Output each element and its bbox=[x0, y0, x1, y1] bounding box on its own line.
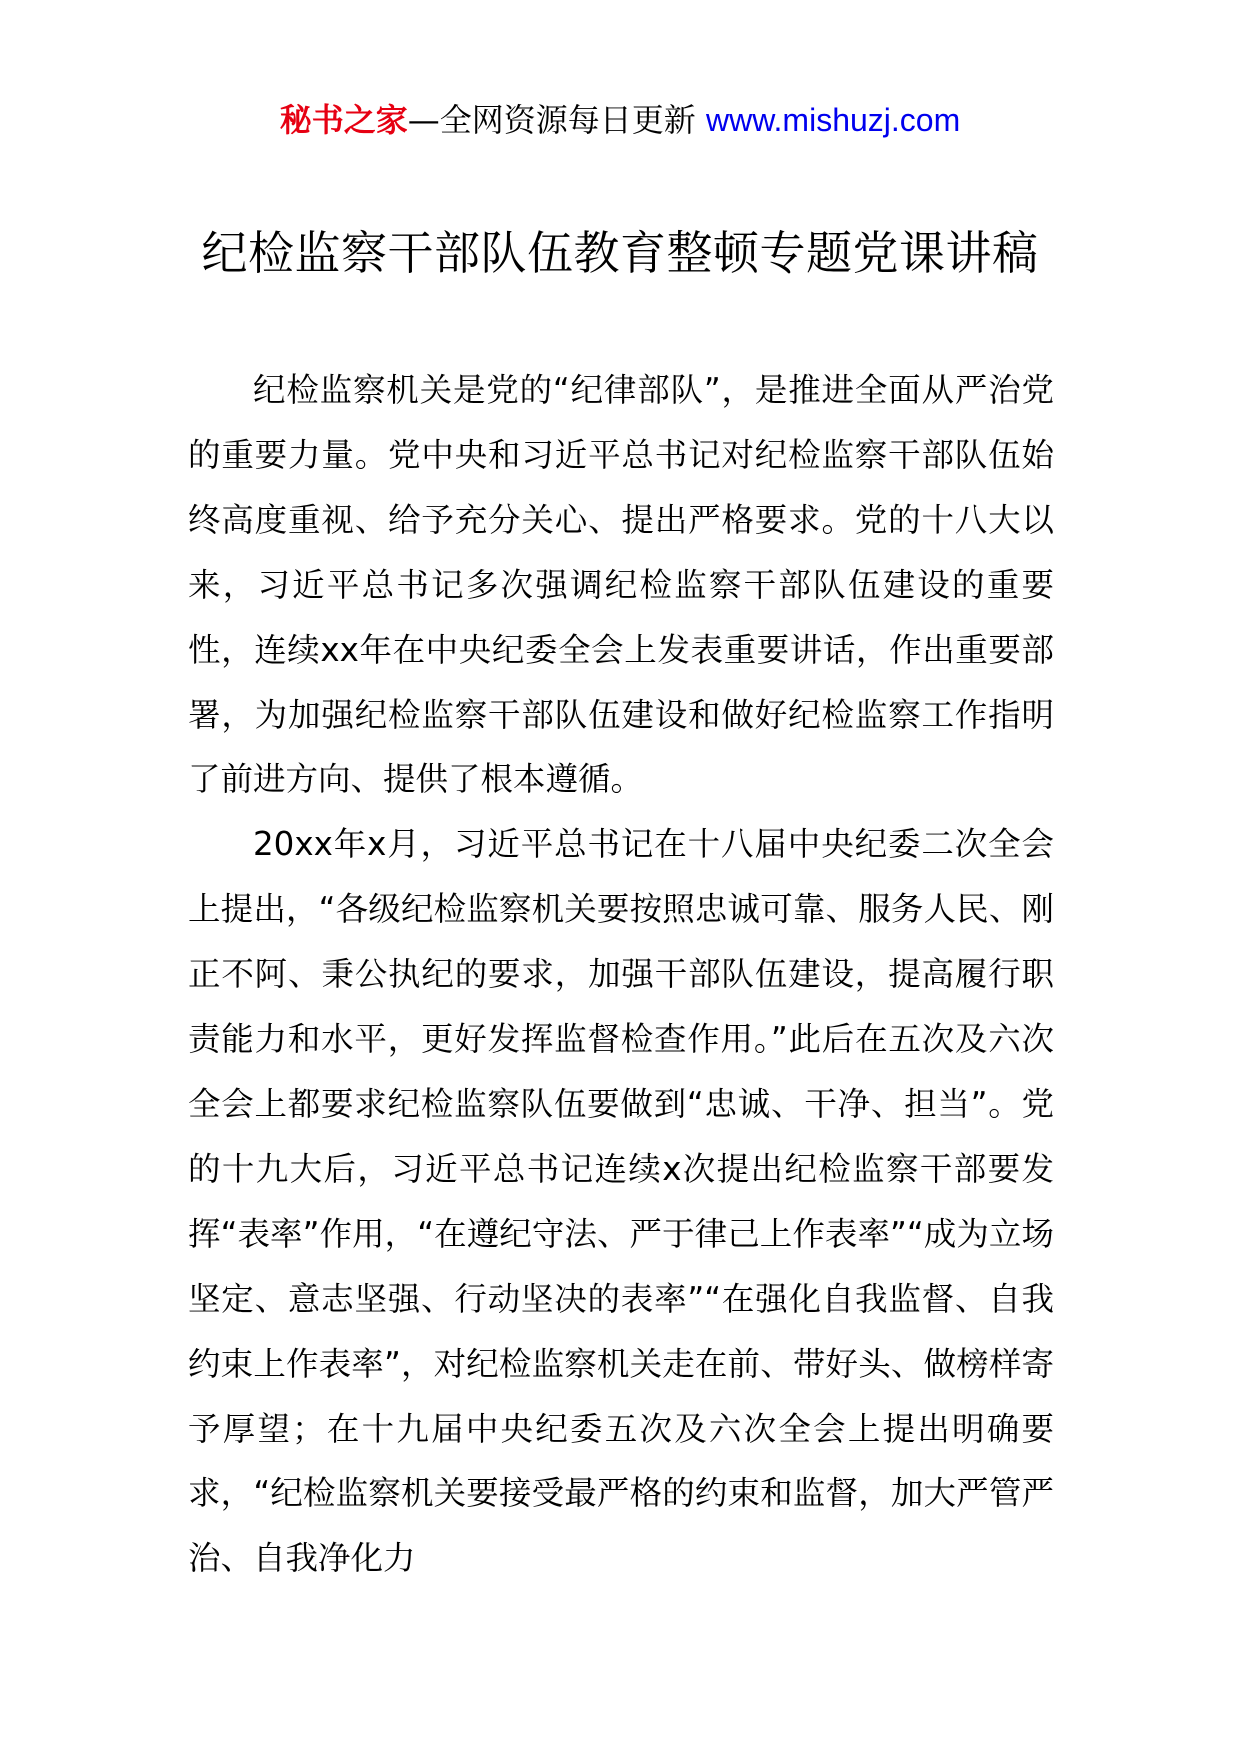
site-url-link[interactable]: www.mishuzj.com bbox=[705, 102, 961, 138]
document-title: 纪检监察干部队伍教育整顿专题党课讲稿 bbox=[201, 226, 1039, 280]
paragraph-2: 20xx年x月，习近平总书记在十八届中央纪委二次全会上提出，“各级纪检监察机关要按照忠诚可靠、服务人民、刚正不阿、秉公执纪的要求，加强干部队伍建设，提高履行职责能力和水平，更好发挥监督检查作用。”此后在五次及六次全会上都要求纪检监察队伍要做到“忠诚、干净、担当”。党的十九大后，习近平总书记连续x次提出纪检监察干部要发挥“表率”作用，“在遵纪守法、严于律己上作表率”“成为立场坚定、意志坚强、行动坚决的表率”“在强化自我监督、自我约束上作表率”，对纪检监察机关走在前、带好头、做榜样寄予厚望；在十九届中央纪委五次及六次全会上提出明确要求，“纪检监察机关要接受最严格的约束和监督，加大严管严治、自我净化力 bbox=[188, 825, 1054, 1578]
document-body bbox=[188, 358, 1054, 1591]
site-header bbox=[0, 98, 1240, 142]
brand-name: 秘书之家 bbox=[279, 101, 408, 139]
paragraph-1: 纪检监察机关是党的“纪律部队”，是推进全面从严治党的重要力量。党中央和习近平总书记对纪检监察干部队伍始终高度重视、给予充分关心、提出严格要求。党的十八大以来，习近平总书记多次强调纪检监察干部队伍建设的重要性，连续xx年在中央纪委全会上发表重要讲话，作出重要部署，为加强纪检监察干部队伍建设和做好纪检监察工作指明了前进方向、提供了根本遵循。 bbox=[188, 371, 1054, 799]
header-tagline: —全网资源每日更新 bbox=[407, 101, 696, 139]
